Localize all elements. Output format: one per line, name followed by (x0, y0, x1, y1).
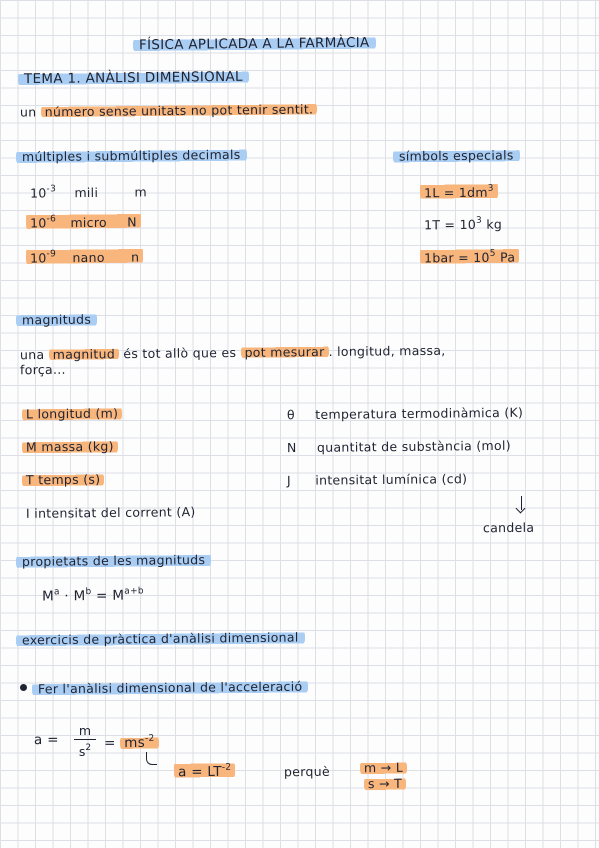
formula-base: M (73, 588, 86, 605)
special-main: 1L = 1dm (423, 184, 488, 201)
formula-exp: b (85, 587, 92, 598)
fraction-den-exp: 2 (85, 743, 92, 753)
special-heading-text: símbols especials (398, 147, 514, 164)
magnitude-left-text: T temps (s) (25, 471, 101, 488)
magnituds-heading-text: magnituds (21, 311, 92, 328)
magnitude-left-text: M massa (kg) (25, 438, 114, 455)
multiple-exp: 10 (29, 185, 47, 201)
multiple-symbol: m (134, 184, 148, 200)
intro-pre: un (19, 104, 37, 120)
multiple-exp-sup: -9 (46, 249, 57, 260)
propietats-heading (16, 552, 211, 570)
special-sup: 3 (487, 183, 494, 194)
dimension-map-text: s → T (367, 775, 403, 792)
multiple-exp: 10 (29, 215, 47, 231)
tema-text: TEMA 1. ANÀLISI DIMENSIONAL (23, 68, 243, 88)
accel-lt: a = LT (177, 763, 222, 781)
formula-op: · (59, 588, 74, 605)
accel-lt-exp: -2 (221, 762, 232, 773)
magnituds-heading (16, 312, 97, 329)
perque-text: perquè (283, 763, 330, 780)
intro-line (20, 101, 317, 120)
page-title (133, 35, 376, 54)
magnitude-right-symbol: J (286, 472, 292, 488)
multiple-row (30, 180, 147, 201)
exercicis-heading-text: exercicis de pràctica d'anàlisi dimensional (21, 629, 299, 648)
accel-result-exp: -2 (144, 733, 155, 744)
exercise-task-text: Fer l'anàlisi dimensional de l'acceleració (37, 678, 303, 697)
accel-dimension (174, 760, 236, 781)
propietats-heading-text: propietats de les magnituds (21, 552, 206, 569)
magnitude-right-symbol: N (286, 440, 297, 456)
multiple-symbol: N (127, 214, 137, 230)
def-highlight: pot mesurar (240, 344, 328, 360)
multiples-heading-text: múltiples i submúltiples decimals (21, 146, 241, 165)
multiples-heading (16, 147, 247, 165)
special-tail: kg (481, 216, 503, 232)
fraction-bar (74, 739, 96, 740)
def-part: . longitud, massa, (328, 342, 446, 359)
special-main: 1bar = 10 (423, 249, 490, 266)
magnitude-right (287, 438, 511, 456)
hook-arrow-icon (146, 752, 157, 765)
arrow-down-icon (521, 496, 522, 510)
multiple-name: nano (72, 249, 105, 266)
accel-lhs (34, 732, 59, 748)
multiple-symbol: n (130, 249, 140, 265)
magnitude-left (22, 472, 105, 489)
special-sup: 5 (489, 248, 496, 259)
magnitud-definition (20, 343, 446, 363)
formula-exp: a+b (124, 586, 144, 597)
magnitud-definition-line2 (20, 362, 66, 378)
page-title-text: FÍSICA APLICADA A LA FARMÀCIA (138, 34, 370, 54)
special-row (420, 181, 498, 202)
formula-op: = (91, 587, 113, 605)
multiple-exp-sup: -6 (46, 214, 57, 225)
magnitude-right (287, 405, 523, 423)
multiple-name: micro (70, 214, 108, 231)
multiple-exp-sup: -3 (46, 184, 57, 195)
special-heading (393, 147, 520, 164)
dimension-map (360, 760, 407, 776)
fraction-numerator: m (78, 723, 92, 738)
propietats-formula (42, 583, 144, 604)
magnitude-left (22, 438, 118, 455)
dimension-map-text: m → L (363, 759, 404, 776)
accel-equals: = (103, 735, 116, 752)
special-tail: Pa (495, 249, 516, 265)
exercise-task (32, 679, 309, 698)
def-part: una (19, 346, 45, 363)
magnitude-right-symbol: θ (286, 407, 296, 423)
intro-highlight: número sense unitats no pot tenir sentit. (41, 101, 318, 119)
accel-result (104, 731, 159, 752)
magnitude-left (26, 504, 196, 522)
special-row (424, 213, 502, 234)
multiple-name: mili (74, 184, 99, 201)
magnitude-right (287, 471, 467, 489)
formula-base: M (41, 588, 55, 605)
accel-result-base: ms (124, 734, 146, 752)
candela-text: candela (482, 519, 535, 536)
def-highlight: magnitud (49, 346, 119, 362)
magnitude-left (22, 405, 122, 422)
accel-fraction (74, 724, 96, 759)
magnitude-right-text: temperatura termodinàmica (K) (315, 404, 524, 422)
special-row (420, 245, 519, 266)
fraction-den-base: s (78, 744, 86, 759)
magnitude-left-text: L longitud (m) (25, 405, 119, 422)
formula-base: M (112, 587, 125, 604)
magnitude-left-text: I intensitat del corrent (A) (25, 504, 196, 521)
fraction-denominator (74, 741, 96, 759)
bullet-icon (20, 684, 27, 691)
multiple-exp: 10 (29, 250, 47, 266)
magnitude-right-text: quantitat de substància (mol) (316, 437, 511, 455)
tema-heading (18, 69, 249, 87)
multiple-row (26, 245, 143, 266)
formula-exp: a (53, 587, 60, 598)
accel-a: a = (33, 731, 59, 749)
perque-label (284, 764, 330, 780)
def-line2: força... (19, 361, 66, 378)
accel-result-highlight (120, 735, 159, 751)
dimension-map (364, 776, 406, 792)
special-sup: 3 (475, 215, 483, 226)
special-main: 1T = 10 (423, 216, 477, 233)
def-part: és tot allò que es (123, 344, 237, 362)
candela-label (483, 520, 534, 537)
magnitude-right-text: intensitat lumínica (cd) (315, 471, 468, 488)
exercicis-heading (16, 629, 305, 648)
multiple-row (26, 210, 141, 231)
